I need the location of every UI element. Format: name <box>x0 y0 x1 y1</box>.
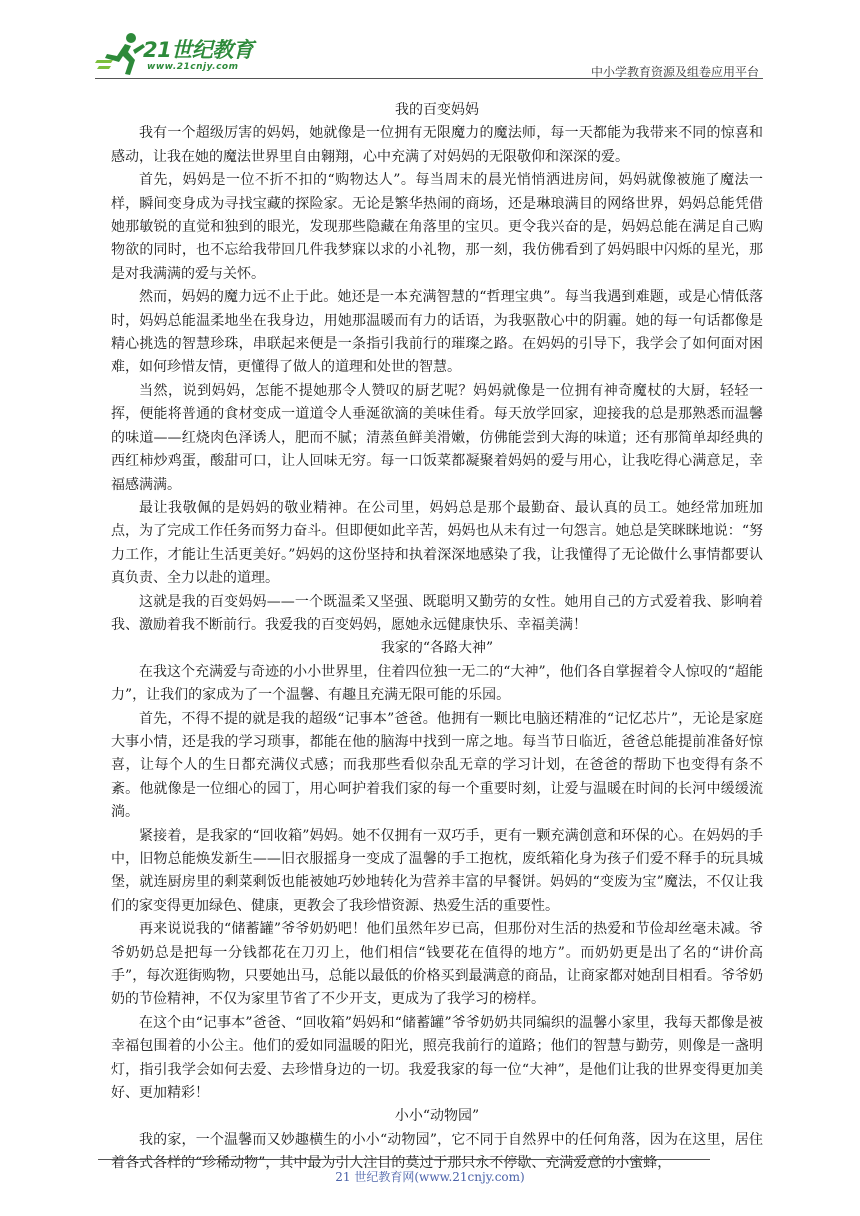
logo <box>95 30 265 78</box>
paragraph: 这就是我的百变妈妈——一个既温柔又坚强、既聪明又勤劳的女性。她用自己的方式爱着我、影响着我、激励着我不断前行。我爱我的百变妈妈，愿她永远健康快乐、幸福美满！ <box>111 593 763 633</box>
paragraph: 首先，不得不提的就是我的超级“记事本”爸爸。他拥有一颗比电脑还精准的“记忆芯片”，无论是家庭大事小情，还是我的学习琐事，都能在他的脑海中找到一席之地。每当节日临近，爸爸总能提前准备好惊喜，让每个人的生日都充满仪式感；而我那些看似杂乱无章的学习计划，在爸爸的帮助下也变得有条不紊。他就像是一位细心的园丁，用心呵护着我们家的每一个重要时刻，让爱与温暖在时间的长河中缓缓流淌。 <box>111 710 763 821</box>
document-body <box>111 99 763 1176</box>
paragraph: 我有一个超级厉害的妈妈，她就像是一位拥有无限魔力的魔法师，每一天都能为我带来不同的惊喜和感动，让我在她的魔法世界里自由翱翔，心中充满了对妈妈的无限敬仰和深深的爱。 <box>111 125 763 165</box>
logo-url: www.21cnjy.com <box>147 62 239 72</box>
paragraph: 在这个由“记事本”爸爸、“回收箱”妈妈和“储蓄罐”爷爷奶奶共同编织的温馨小家里，我每天都像是被幸福包围着的小公主。他们的爱如同温暖的阳光，照亮我前行的道路；他们的智慧与勤劳，则像是一盏明灯，指引我学会如何去爱、去珍惜身边的一切。我爱我家的每一位“大神”，是他们让我的世界变得更加美好、更加精彩！ <box>111 1014 763 1102</box>
paragraph: 紧接着，是我家的“回收箱”妈妈。她不仅拥有一双巧手，更有一颗充满创意和环保的心。在妈妈的手中，旧物总能焕发新生——旧衣服摇身一变成了温馨的手工抱枕，废纸箱化身为孩子们爱不释手的玩具城堡，就连厨房里的剩菜剩饭也能被她巧妙地转化为营养丰富的早餐饼。妈妈的“变废为宝”魔法，不仅让我们的家变得更加绿色、健康，更教会了我珍惜资源、热爱生活的重要性。 <box>111 827 763 914</box>
header-tagline: 中小学教育资源及组卷应用平台 <box>590 65 759 79</box>
paragraph: 首先，妈妈是一位不折不扣的“购物达人”。每当周末的晨光悄悄洒进房间，妈妈就像被施了魔法一样，瞬间变身成为寻找宝藏的探险家。无论是繁华热闹的商场，还是琳琅满目的网络世界，妈妈总能凭借她那敏锐的直觉和独到的眼光，发现那些隐藏在角落里的宝贝。更令我兴奋的是，妈妈总能在满足自己购物欲的同时，也不忘给我带回几件我梦寐以求的小礼物，那一刻，我仿佛看到了妈妈眼中闪烁的星光，那是对我满满的爱与关怀。 <box>111 172 763 282</box>
footer-divider <box>98 1159 710 1160</box>
paragraph: 我的家，一个温馨而又妙趣横生的小小“动物园”，它不同于自然界中的任何角落，因为在这里，居住着各式各样的“珍稀动物”，其中最为引人注目的莫过于那只永不停歇、充满爱意的小蜜蜂， <box>111 1131 763 1172</box>
header-divider <box>95 78 763 79</box>
footer-link[interactable]: 21 世纪教育网(www.21cnjy.com) <box>335 1170 525 1184</box>
paragraph: 当然，说到妈妈，怎能不提她那令人赞叹的厨艺呢？妈妈就像是一位拥有神奇魔杖的大厨，轻轻一挥，便能将普通的食材变成一道道令人垂涎欲滴的美味佳肴。每天放学回家，迎接我的总是那熟悉而温馨的味道——红烧肉色泽诱人，肥而不腻；清蒸鱼鲜美滑嫩，仿佛能尝到大海的味道；还有那简单却经典的西红柿炒鸡蛋，酸甜可口，让人回味无穷。每一口饭菜都凝聚着妈妈的爱与用心，让我吃得心满意足，幸福感满满。 <box>111 382 763 493</box>
paragraph: 然而，妈妈的魔力远不止于此。她还是一本充满智慧的“哲理宝典”。每当我遇到难题，或是心情低落时，妈妈总能温柔地坐在我身边，用她那温暖而有力的话语，为我驱散心中的阴霾。她的每一句话都像是精心挑选的智慧珍珠，串联起来便是一条指引我前行的璀璨之路。在妈妈的引导下，我学会了如何面对困难，如何珍惜友情，更懂得了做人的道理和处世的智慧。 <box>111 289 763 376</box>
runner-logo-icon <box>95 30 147 78</box>
section-title: 我的百变妈妈 <box>395 102 479 118</box>
paragraph: 最让我敬佩的是妈妈的敬业精神。在公司里，妈妈总是那个最勤奋、最认真的员工。她经常加班加点，为了完成工作任务而努力奋斗。但即便如此辛苦，妈妈也从未有过一句怨言。她总是笑眯眯地说：“努力工作，才能让生活更美好。”妈妈的这份坚持和执着深深地感染了我，让我懂得了无论做什么事情都要认真负责、全力以赴的道理。 <box>111 499 763 587</box>
paragraph: 再来说说我的“储蓄罐”爷爷奶奶吧！他们虽然年岁已高，但那份对生活的热爱和节俭却丝毫未减。爷爷奶奶总是把每一分钱都花在刀刃上，他们相信“钱要花在值得的地方”。而奶奶更是出了名的“讲价高手”，每次逛街购物，只要她出马，总能以最低的价格买到最满意的商品，让商家都对她刮目相看。爷爷奶奶的节俭精神，不仅为家里节省了不少开支，更成为了我学习的榜样。 <box>111 921 763 1008</box>
paragraph: 在我这个充满爱与奇迹的小小世界里，住着四位独一无二的“大神”，他们各自掌握着令人惊叹的“超能力”，让我们的家成为了一个温馨、有趣且充满无限可能的乐园。 <box>111 663 763 704</box>
logo-text: 21世纪教育 <box>143 38 254 62</box>
section-title: 我家的“各路大神” <box>380 640 494 657</box>
page-header <box>95 30 763 80</box>
section-title: 小小“动物园” <box>394 1108 480 1125</box>
